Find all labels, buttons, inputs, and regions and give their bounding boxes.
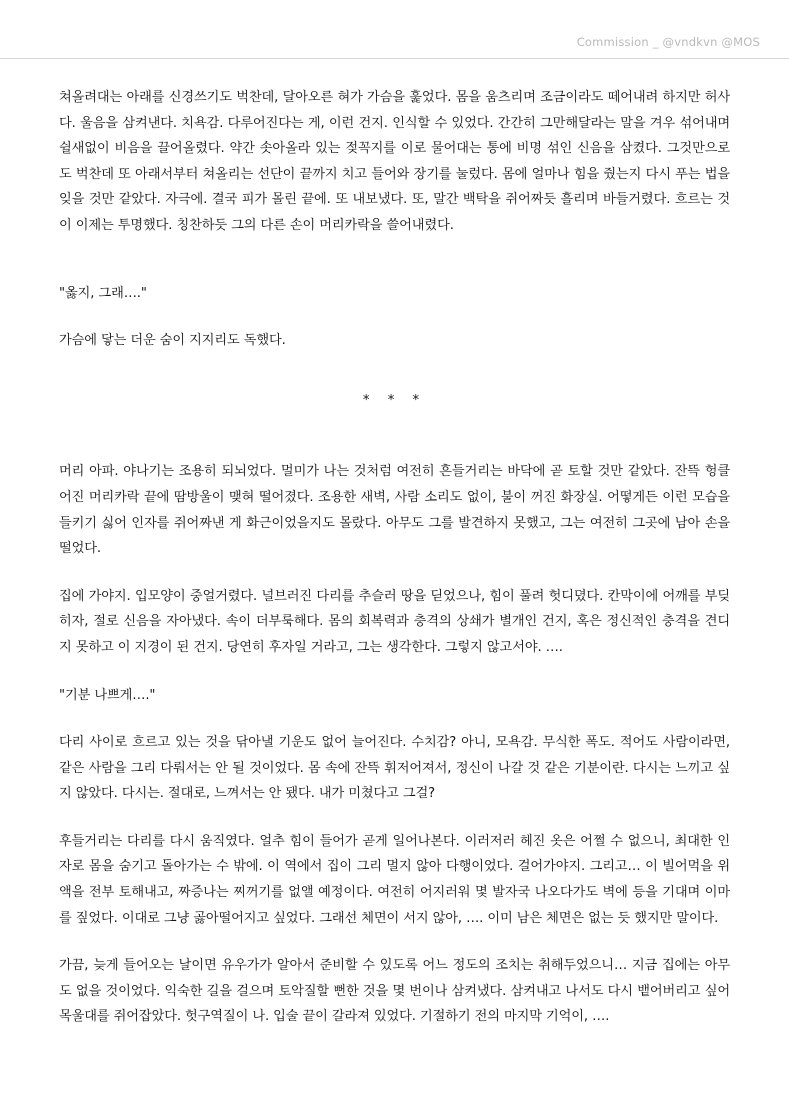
paragraph: 쳐올려대는 아래를 신경쓰기도 벅찬데, 달아오른 혀가 가슴을 훑었다. 몸을 움츠리며 조금이라도 떼어내려 하지만 허사다. 울음을 삼켜낸다. 치욕감. 다루어진다는 게, 이런 건지. 인식할 수 있었다. 간간히 그만해달라는 말을 겨우 섞어내며 쉴새없이 비음을 끌어올렸다. 약간 솟아올라 있는 젖꼭지를 이로 물어대는 통에 비명 섞인 신음을 삼켰다. 그것만으로도 벅찬데 또 아래서부터 쳐올리는 선단이 끝까지 치고 들어와 장기를 눌렀다. 몸에 얼마나 힘을 줬는지 다시 푸는 법을 잊을 것만 같았다. 자극에. 결국 피가 몰린 끝에. 또 내보냈다. 또, 말간 백탁을 쥐어짜듯 흘리며 바들거렸다. 흐르는 것이 이제는 투명했다. 칭찬하듯 그의 다른 손이 머리카락을 쓸어내렸다. — [59, 90, 730, 233]
spacer — [59, 261, 730, 281]
paragraph: 집에 가야지. 입모양이 중얼거렸다. 널브러진 다리를 추슬러 땅을 딛었으나, 힘이 풀려 헛디뎠다. 칸막이에 어깨를 부딪히자, 절로 신음을 자아냈다. 속이 더부룩해다. 몸의 회복력과 충격의 상쇄가 별개인 건지, 혹은 정신적인 충격을 견디지 못하고 이 지경이 된 건지. 당연히 후자일 거라고, 그는 생각한다. 그렇지 않고서야. …. — [59, 588, 730, 655]
paragraph: 가끔, 늦게 들어오는 날이면 유우가가 알아서 준비할 수 있도록 어느 정도의 조치는 취해두었으니… 지금 집에는 아무도 없을 것이었다. 익숙한 길을 걸으며 토악질할 뻔한 것을 몇 번이나 삼켜냈다. 삼켜내고 나서도 다시 뱉어버리고 싶어 목울대를 쥐어잡았다. 헛구역질이 나. 입술 끝이 갈라져 있었다. 기절하기 전의 마지막 기억이, …. — [59, 958, 730, 1025]
page-header — [0, 0, 789, 58]
document-body — [0, 59, 789, 1092]
paragraph: 다리 사이로 흐르고 있는 것을 닦아낼 기운도 없어 늘어진다. 수치감? 아니, 모욕감. 무식한 폭도. 적어도 사람이라면, 같은 사람을 그리 다뤄서는 안 될 것이었다. 몸 속에 잔뜩 휘저어져서, 정신이 나갈 것 같은 기분이란. 다시는 느끼고 싶지 않았다. 다시는. 절대로, 느껴서는 안 됐다. 내가 미쳤다고 그걸? — [59, 735, 730, 802]
scene-break: * * * — [362, 392, 427, 408]
dialogue-line: "옳지, 그래…." — [59, 285, 147, 301]
paragraph: 가슴에 닿는 더운 숨이 지지리도 독했다. — [59, 333, 286, 349]
dialogue-line: "기분 나쁘게…." — [59, 687, 156, 703]
paragraph: 머리 아파. 야나기는 조용히 되뇌었다. 멀미가 나는 것처럼 여전히 흔들거리는 바닥에 곧 토할 것만 같았다. 잔뜩 헝클어진 머리카락 끝에 땀방울이 맺혀 떨어졌다. 조용한 새벽, 사람 소리도 없이, 불이 꺼진 화장실. 어떻게든 이런 모습을 들키기 싫어 인자를 쥐어짜낸 게 화근이었을지도 몰랐다. 아무도 그를 발견하지 못했고, 그는 여전히 그곳에 남아 손을 떨었다. — [59, 464, 730, 557]
commission-credit: Commission _ @vndkvn @MOS — [576, 35, 760, 49]
paragraph: 후들거리는 다리를 다시 움직였다. 얼추 힘이 들어가 곧게 일어나본다. 이러저러 헤진 옷은 어쩔 수 없으니, 최대한 인자로 몸을 숨기고 돌아가는 수 밖에. 이 역에서 집이 그리 멀지 않아 다행이었다. 걸어가야지. 그리고… 이 빌어먹을 위액을 전부 토해내고, 짜증나는 찌꺼기를 없앨 예정이다. 여전히 어지러워 몇 발자국 나오다가도 벽에 등을 기대며 이마를 짚었다. 이대로 그냥 곯아떨어지고 싶었다. 그래선 체면이 서지 않아, …. 이미 남은 체면은 없는 듯 했지만 말이다. — [59, 833, 730, 926]
